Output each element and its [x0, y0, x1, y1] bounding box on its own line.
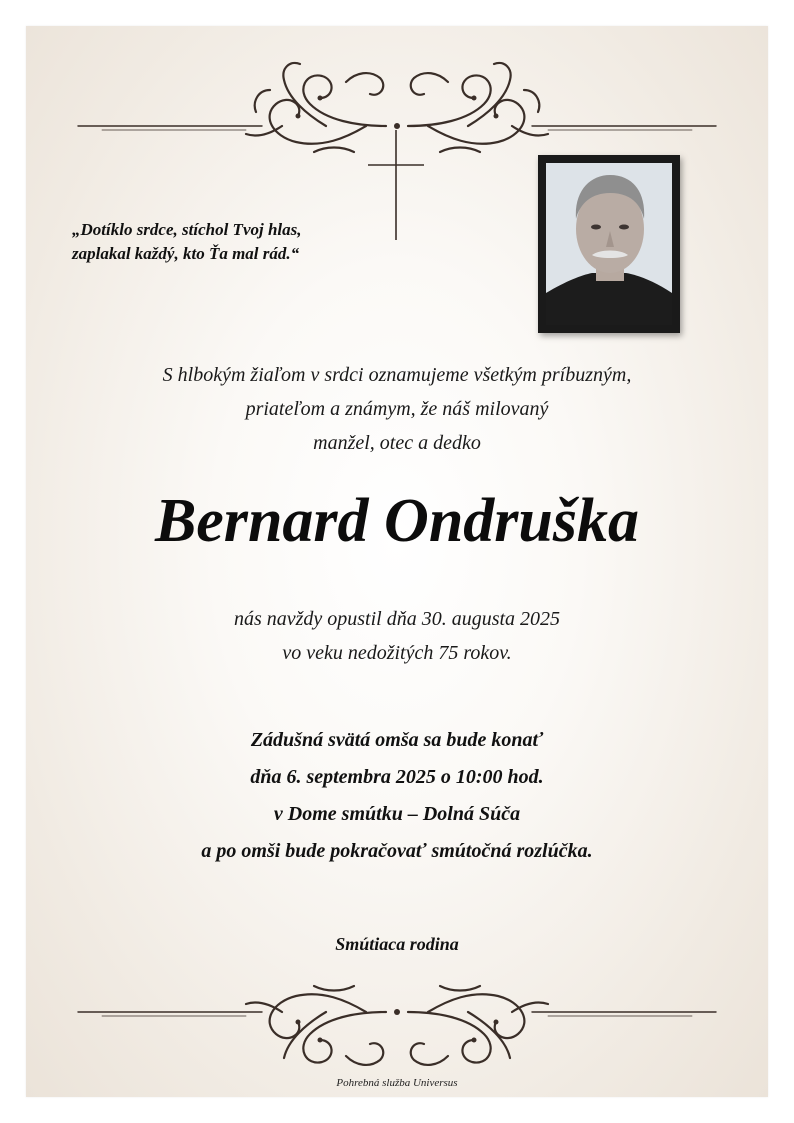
announcement-intro — [26, 358, 768, 460]
death-details — [26, 602, 768, 670]
mass-line-4: a po omši bude pokračovať smútočná rozlúčka. — [201, 840, 593, 862]
quote-line-1: „Dotíklo srdce, stíchol Tvoj hlas, — [72, 220, 302, 239]
memorial-quote — [72, 218, 392, 266]
obituary-sheet — [26, 26, 768, 1097]
mass-line-2: dňa 6. septembra 2025 o 10:00 hod. — [250, 766, 544, 788]
quote-line-2: zaplakal každý, kto Ťa mal rád.“ — [72, 244, 300, 263]
mass-line-1: Zádušná svätá omša sa bude konať — [250, 729, 544, 751]
funeral-service-credit: Pohrebná služba Universus — [336, 1077, 458, 1089]
deceased-name: Bernard Ondruška — [154, 487, 640, 555]
portrait-frame — [538, 155, 680, 333]
details-line-1: nás navždy opustil dňa 30. augusta 2025 — [233, 608, 561, 630]
portrait-photo — [546, 163, 672, 325]
mourning-family: Smútiaca rodina — [335, 934, 459, 954]
mass-line-3: v Dome smútku – Dolná Súča — [273, 803, 521, 825]
details-line-2: vo veku nedožitých 75 rokov. — [282, 642, 512, 664]
intro-line-1: S hlbokým žiaľom v srdci oznamujeme všetkým príbuzným, — [162, 364, 632, 386]
bottom-flourish-ornament — [26, 964, 768, 1074]
intro-line-3: manžel, otec a dedko — [313, 432, 481, 454]
intro-line-2: priateľom a známym, že náš milovaný — [245, 398, 549, 420]
funeral-mass-info — [26, 722, 768, 870]
